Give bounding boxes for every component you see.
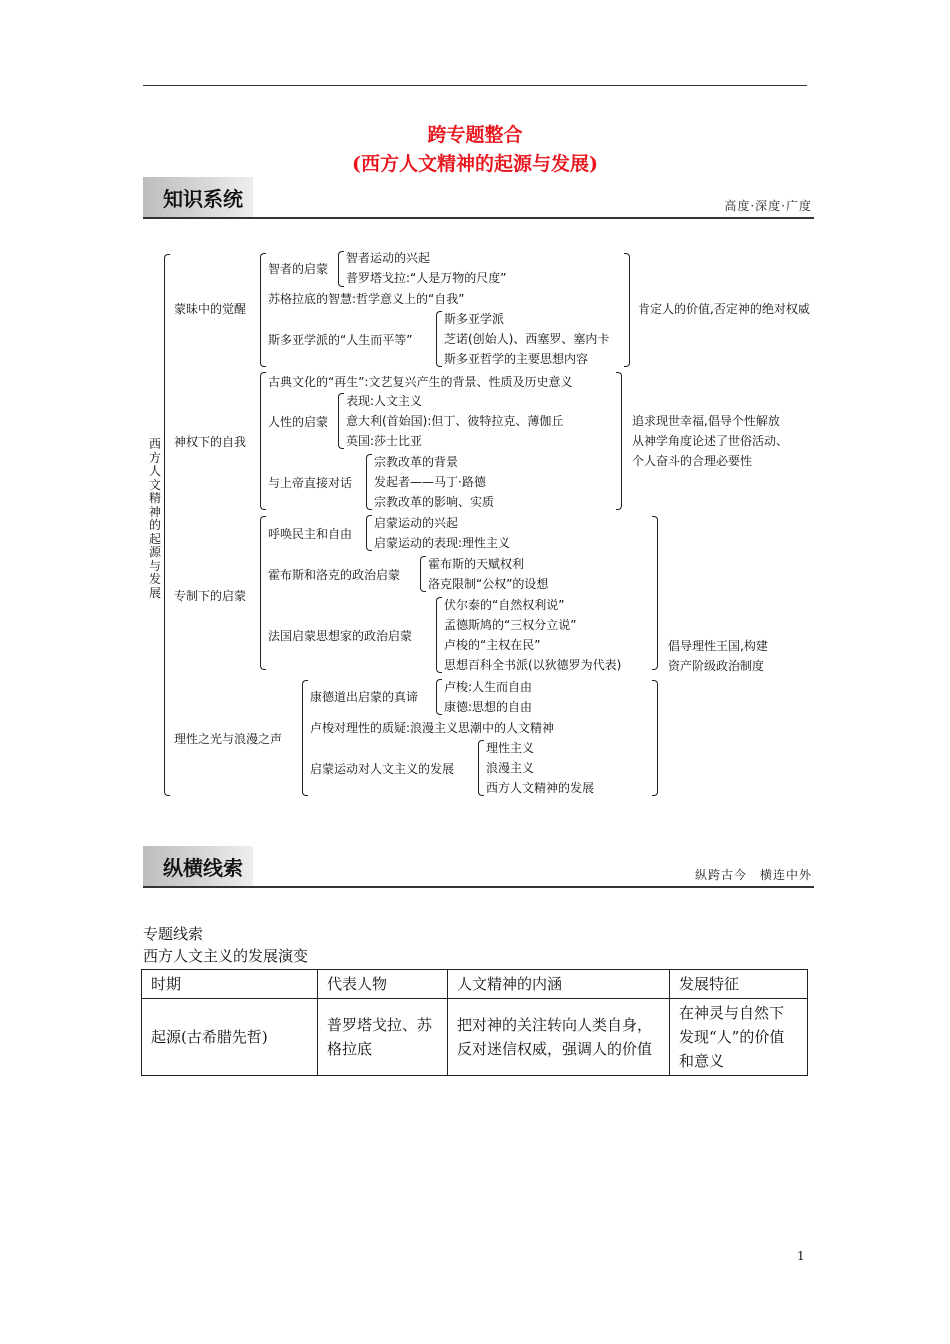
diagram-node: 霍布斯和洛克的政治启蒙 bbox=[268, 568, 401, 582]
summary-brace bbox=[616, 372, 622, 510]
diagram-node: 卢梭:人生而自由 bbox=[444, 680, 533, 694]
diagram-node: 智者的启蒙 bbox=[268, 262, 329, 276]
diagram-node: 与上帝直接对话 bbox=[268, 476, 353, 490]
diagram-node: 发起者——马丁·路德 bbox=[374, 475, 486, 489]
diagram-node: 洛克限制“公权”的设想 bbox=[428, 577, 549, 591]
diagram-node: 芝诺(创始人)、西塞罗、塞内卡 bbox=[444, 332, 610, 346]
branch-summary: 资产阶级政治制度 bbox=[668, 659, 765, 673]
branch-summary: 肯定人的价值,否定神的绝对权威 bbox=[638, 302, 810, 316]
diagram-node: 英国:莎士比亚 bbox=[346, 434, 423, 448]
thread-subtitle: 西方人文主义的发展演变 bbox=[143, 947, 309, 965]
diagram-node: 启蒙运动的表现:理性主义 bbox=[374, 536, 511, 550]
diagram-node: 西方人文精神的发展 bbox=[486, 781, 595, 795]
table-header: 发展特征 bbox=[670, 970, 808, 999]
diagram-node: 苏格拉底的智慧:哲学意义上的“自我” bbox=[268, 292, 465, 306]
thread-label: 专题线索 bbox=[143, 925, 204, 943]
diagram-node: 宗教改革的背景 bbox=[374, 455, 459, 469]
development-table bbox=[141, 969, 808, 1076]
diagram-node: 思想百科全书派(以狄德罗为代表) bbox=[444, 658, 622, 672]
table-cell: 把对神的关注转向人类自身，反对迷信权威，强调人的价值 bbox=[448, 999, 670, 1076]
branch-label: 理性之光与浪漫之声 bbox=[174, 732, 283, 746]
section-title: 纵横线索 bbox=[163, 856, 243, 880]
diagram-node: 普罗塔戈拉:“人是万物的尺度” bbox=[346, 271, 507, 285]
branch-brace bbox=[260, 516, 266, 670]
sub-brace bbox=[366, 454, 372, 510]
table-cell: 起源(古希腊先哲) bbox=[142, 999, 318, 1076]
table-header-row bbox=[142, 970, 808, 999]
diagram-node: 智者运动的兴起 bbox=[346, 251, 431, 265]
section-tagline: 高度·深度·广度 bbox=[724, 199, 812, 213]
diagram-node: 人性的启蒙 bbox=[268, 415, 329, 429]
branch-label: 专制下的启蒙 bbox=[174, 589, 247, 603]
diagram-node: 康德道出启蒙的真谛 bbox=[310, 690, 419, 704]
branch-label: 蒙昧中的觉醒 bbox=[174, 302, 247, 316]
summary-brace bbox=[624, 253, 630, 367]
branch-label: 神权下的自我 bbox=[174, 435, 247, 449]
diagram-node: 表现:人文主义 bbox=[346, 394, 423, 408]
diagram-node: 斯多亚学派的“人生而平等” bbox=[268, 333, 413, 347]
branch-summary: 从神学角度论述了世俗活动、 bbox=[632, 434, 789, 448]
page-number: 1 bbox=[797, 1249, 805, 1263]
table-header: 代表人物 bbox=[318, 970, 448, 999]
diagram-root: 西方人文精神的起源与发展 bbox=[148, 437, 161, 600]
summary-brace bbox=[652, 516, 658, 670]
section-title: 知识系统 bbox=[163, 187, 243, 211]
diagram-node: 呼唤民主和自由 bbox=[268, 527, 353, 541]
diagram-node: 古典文化的“再生”:文艺复兴产生的背景、性质及历史意义 bbox=[268, 375, 573, 389]
sub-brace bbox=[436, 597, 442, 673]
diagram-node: 卢梭对理性的质疑:浪漫主义思潮中的人文精神 bbox=[310, 721, 555, 735]
diagram-node: 斯多亚学派 bbox=[444, 312, 505, 326]
diagram-node: 启蒙运动对人文主义的发展 bbox=[310, 762, 455, 776]
table-cell: 普罗塔戈拉、苏格拉底 bbox=[318, 999, 448, 1076]
sub-brace bbox=[338, 251, 344, 287]
sub-brace bbox=[436, 679, 442, 715]
branch-brace bbox=[302, 680, 308, 796]
diagram-node: 斯多亚哲学的主要思想内容 bbox=[444, 352, 589, 366]
branch-summary: 倡导理性王国,构建 bbox=[668, 639, 768, 653]
table-row bbox=[142, 999, 808, 1076]
branch-summary: 追求现世幸福,倡导个性解放 bbox=[632, 414, 780, 428]
diagram-node: 宗教改革的影响、实质 bbox=[374, 495, 495, 509]
diagram-node: 意大利(首始国):但丁、彼特拉克、薄伽丘 bbox=[346, 414, 564, 428]
diagram-node: 卢梭的“主权在民” bbox=[444, 638, 541, 652]
page-subtitle: (西方人文精神的起源与发展) bbox=[352, 153, 598, 175]
sub-brace bbox=[478, 740, 484, 796]
summary-brace bbox=[652, 680, 658, 796]
diagram-node: 理性主义 bbox=[486, 741, 535, 755]
sub-brace bbox=[436, 311, 442, 367]
table-header: 人文精神的内涵 bbox=[448, 970, 670, 999]
diagram-node: 康德:思想的自由 bbox=[444, 700, 533, 714]
diagram-node: 霍布斯的天赋权利 bbox=[428, 557, 525, 571]
sub-brace bbox=[338, 393, 344, 449]
table-header: 时期 bbox=[142, 970, 318, 999]
diagram-node: 伏尔泰的“自然权利说” bbox=[444, 598, 565, 612]
branch-brace bbox=[260, 253, 266, 367]
diagram-node: 孟德斯鸠的“三权分立说” bbox=[444, 618, 577, 632]
branch-brace bbox=[260, 372, 266, 510]
branch-summary: 个人奋斗的合理必要性 bbox=[632, 454, 753, 468]
root-brace bbox=[164, 254, 170, 796]
table-cell: 在神灵与自然下发现“人”的价值和意义 bbox=[670, 999, 808, 1076]
section-tagline: 纵跨古今 横连中外 bbox=[694, 868, 812, 882]
page-title: 跨专题整合 bbox=[427, 124, 523, 146]
sub-brace bbox=[366, 515, 372, 551]
diagram-node: 法国启蒙思想家的政治启蒙 bbox=[268, 629, 413, 643]
diagram-node: 浪漫主义 bbox=[486, 761, 535, 775]
diagram-node: 启蒙运动的兴起 bbox=[374, 516, 459, 530]
sub-brace bbox=[420, 556, 426, 592]
section-threads bbox=[143, 846, 814, 888]
